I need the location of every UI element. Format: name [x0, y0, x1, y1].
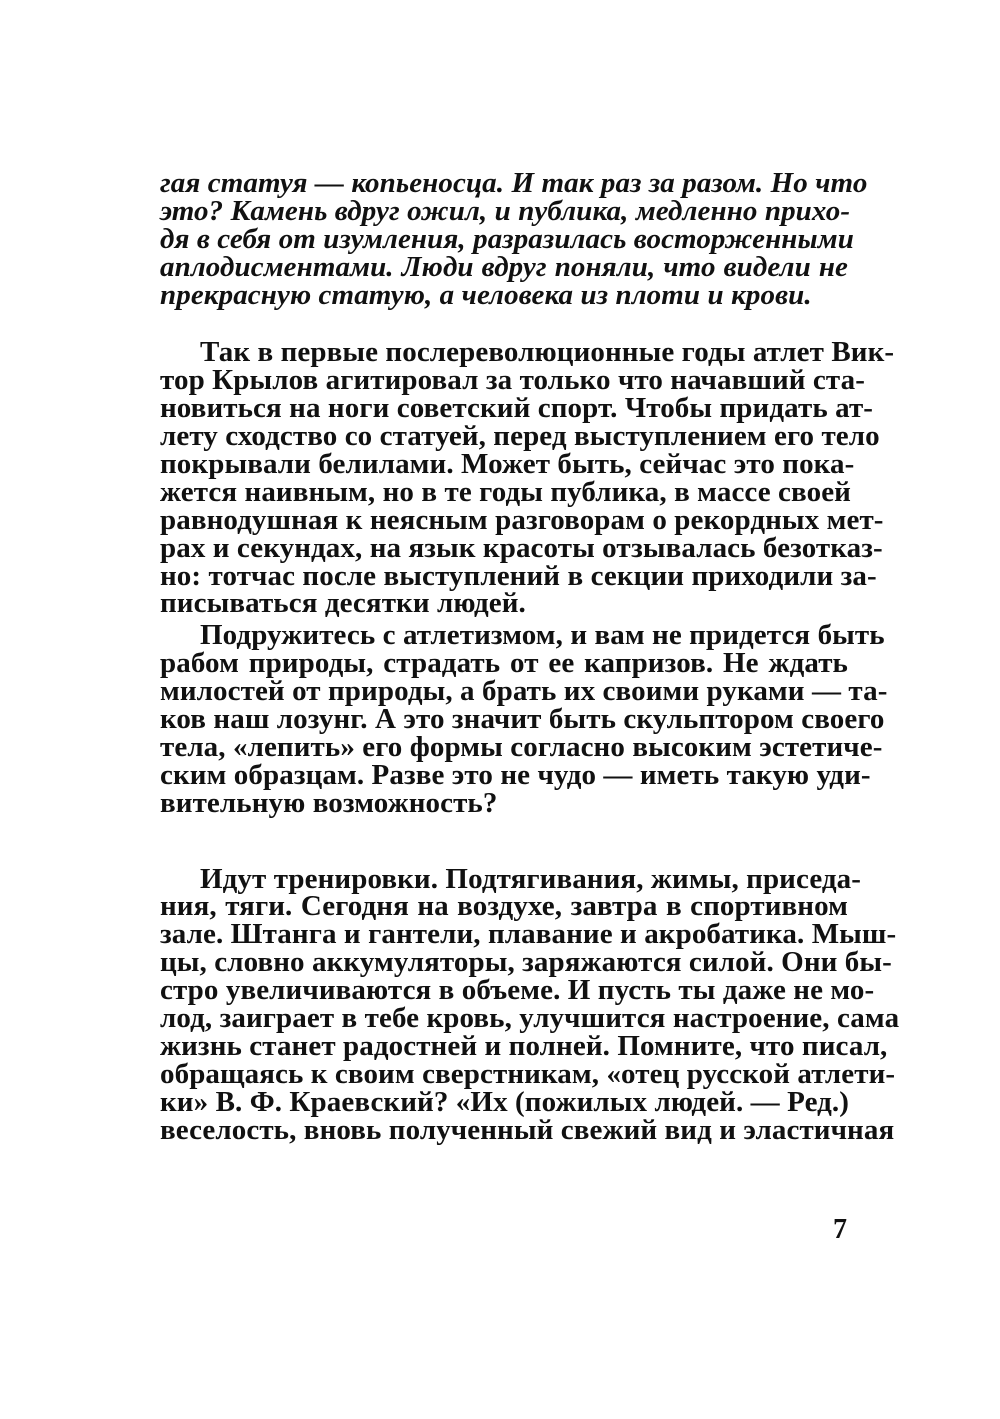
- text-line: новиться на ноги советский спорт. Чтобы придать ат-: [160, 392, 874, 425]
- text-line: зале. Штанга и гантели, плавание и акробатика. Мыш-: [160, 918, 897, 951]
- text-line: обращаясь к своим сверстникам, «отец русской атлети-: [160, 1057, 896, 1090]
- text-line: веселость, вновь полученный свежий вид и эластичная: [160, 1113, 895, 1146]
- text-line: это? Камень вдруг ожил, и публика, медленно прихо-: [160, 194, 851, 227]
- text-line: гая статуя — копьеносца. И так раз за разом. Но что: [160, 167, 868, 199]
- text-line: писываться десятки людей.: [160, 587, 526, 620]
- text-line: ки» В. Ф. Краевский? «Их (пожилых людей. — Ред.): [160, 1085, 850, 1118]
- text-line: равнодушная к неясным разговорам о рекордных мет-: [160, 503, 884, 536]
- text-line: но: тотчас после выступлений в секции приходили за-: [160, 559, 877, 592]
- text-line: Идут тренировки. Подтягивания, жимы, приседа-: [200, 862, 862, 895]
- text-line: покрывали белилами. Может быть, сейчас это пока-: [160, 448, 855, 481]
- text-line: вительную возможность?: [160, 786, 498, 819]
- page-number: 7: [833, 1214, 847, 1245]
- text-line: рах и секундах, на язык красоты отзывалась безотказ-: [160, 531, 883, 564]
- text-line: прекрасную статую, а человека из плоти и крови.: [160, 278, 812, 311]
- text-line: жизнь станет радостней и полней. Помните, что писал,: [160, 1029, 888, 1062]
- text-line: ния, тяги. Сегодня на воздухе, завтра в спортивном: [160, 890, 848, 923]
- text-line: Так в первые послереволюционные годы атлет Вик-: [200, 336, 895, 369]
- text-line: жется наивным, но в те годы публика, в массе своей: [160, 475, 851, 508]
- text-line: лод, заиграет в тебе кровь, улучшится настроение, сама: [160, 1002, 900, 1035]
- paragraph-krylov: [160, 336, 895, 620]
- text-line: тор Крылов агитировал за только что начавший ста-: [160, 364, 865, 397]
- text-line: стро увеличиваются в объеме. И пусть ты даже не мо-: [160, 974, 875, 1007]
- text-line: милостей от природы, а брать их своими руками — та-: [160, 675, 888, 708]
- page-body: [160, 167, 900, 1146]
- text-line: ков наш лозунг. А это значит быть скульптором своего: [160, 703, 885, 736]
- text-line: лету сходство со статуей, перед выступлением его тело: [160, 420, 880, 453]
- text-line: ским образцам. Разве это не чудо — иметь такую уди-: [160, 758, 871, 791]
- italic-quote-block: [160, 167, 868, 311]
- text-line: дя в себя от изумления, разразилась восторженными: [160, 222, 854, 255]
- text-line: рабом природы, страдать от ее капризов. Не ждать: [160, 647, 848, 680]
- paragraph-training: [160, 862, 900, 1146]
- text-line: тела, «лепить» его формы согласно высоким эстетиче-: [160, 730, 883, 763]
- paragraph-befriend: [160, 619, 888, 819]
- text-line: Подружитесь с атлетизмом, и вам не придется быть: [200, 619, 885, 652]
- text-line: цы, словно аккумуляторы, заряжаются силой. Они бы-: [160, 946, 892, 979]
- text-line: аплодисментами. Люди вдруг поняли, что видели не: [160, 250, 848, 283]
